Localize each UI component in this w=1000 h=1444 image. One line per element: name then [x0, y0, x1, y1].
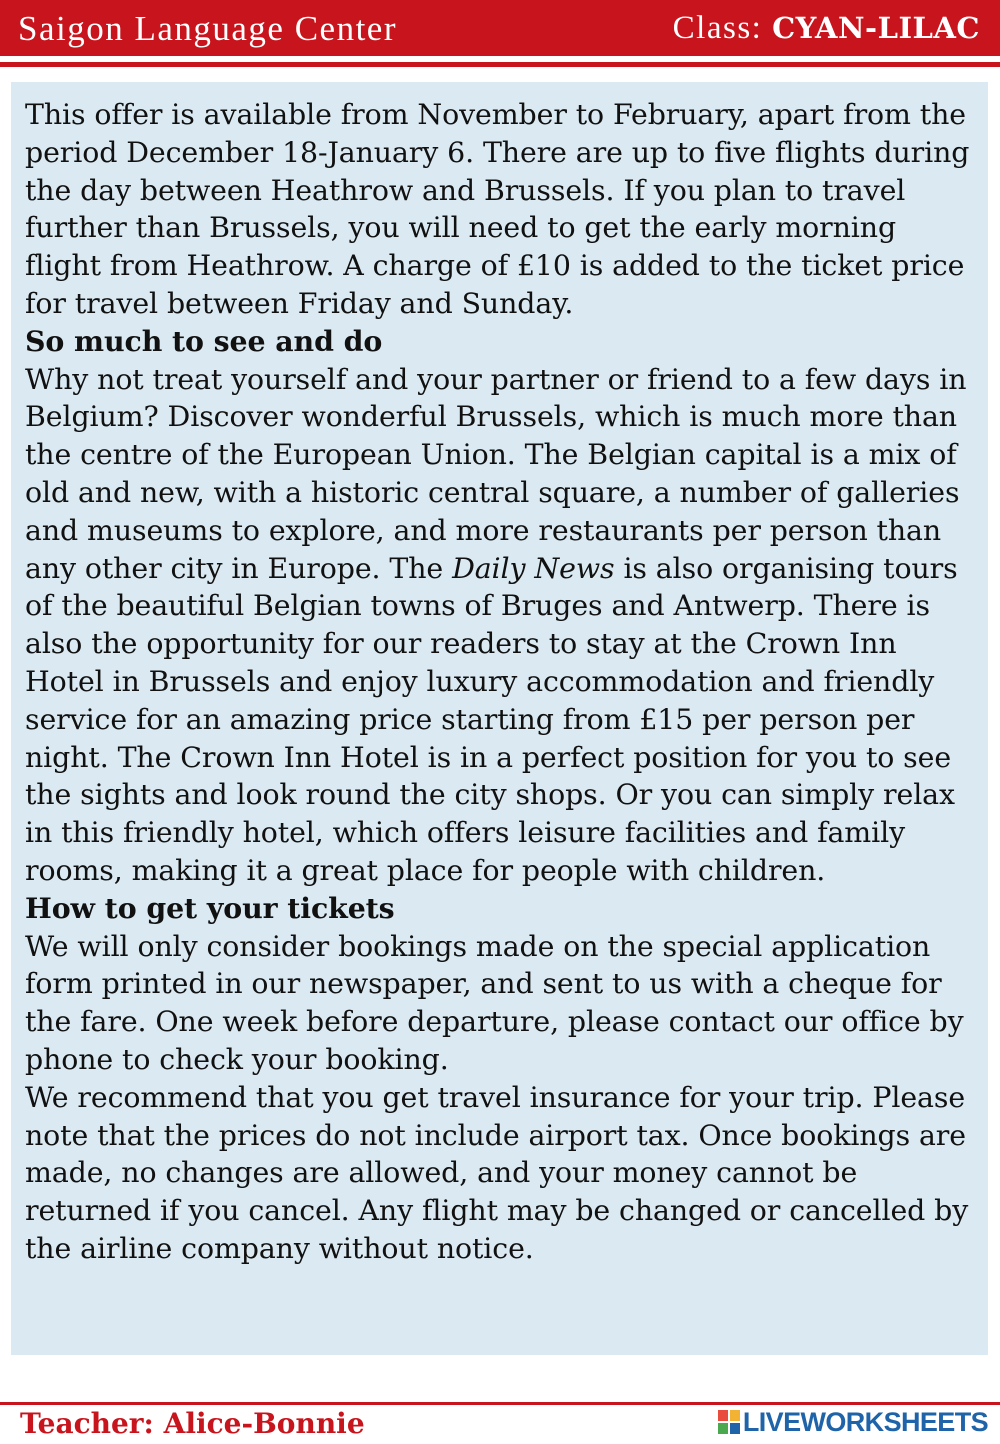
paragraph-belgium-part1: Why not treat yourself and your partner or friend to a few days in Belgium? Discover wonderful Brussels, which is much more than the centre of the European Union. The Belgian capital is a mix of old and new, with a historic central square, a number of galleries and museums to explore, and more restaurants per person than any other city in Europe. The: [25, 362, 967, 585]
header-bar: [0, 0, 1000, 56]
brand-wordmark: LIVEWORKSHEETS: [742, 1406, 988, 1437]
liveworksheets-logo-icon: [718, 1410, 740, 1434]
newspaper-name: Daily News: [452, 551, 615, 585]
header-divider: [0, 62, 1000, 67]
paragraph-offer: This offer is available from November to February, apart from the period December 18-January 6. There are up to five flights during the day between Heathrow and Brussels. If you plan to travel further than Brussels, you will need to get the early morning flight from Heathrow. A charge of £10 is added to the ticket price for travel between Friday and Sunday.: [25, 98, 970, 320]
article-text: [25, 96, 980, 1268]
paragraph-belgium: [25, 361, 980, 890]
liveworksheets-brand: [718, 1406, 988, 1438]
class-label: Class:: [672, 10, 763, 46]
paragraph-insurance: We recommend that you get travel insurance for your trip. Please note that the prices do not include airport tax. Once bookings are made, no changes are allowed, and your money cannot be returned if you cancel. Any flight may be changed or cancelled by the airline company without notice.: [25, 1080, 969, 1265]
center-name: Saigon Language Center: [18, 9, 398, 48]
heading-tickets: How to get your tickets: [25, 890, 395, 925]
footer-divider: [0, 1402, 1000, 1405]
class-info: [673, 12, 980, 45]
class-value: CYAN-LILAC: [772, 11, 980, 45]
heading-see-and-do: So much to see and do: [25, 323, 383, 358]
paragraph-bookings: We will only consider bookings made on the special application form printed in our newspaper, and sent to us with a cheque for the fare. One week before departure, please contact our office by phone to check your booking.: [25, 929, 964, 1076]
reading-panel: [11, 82, 988, 1355]
paragraph-belgium-part2: is also organising tours of the beautiful Belgian towns of Bruges and Antwerp. There is also the opportunity for our readers to stay at the Crown Inn Hotel in Brussels and enjoy luxury accommodation and friendly service for an amazing price starting from £15 per person per night. The Crown Inn Hotel is in a perfect position for you to see the sights and look round the city shops. Or you can simply relax in this friendly hotel, which offers leisure facilities and family rooms, making it a great place for people with children.: [25, 551, 958, 887]
teacher-name: Teacher: Alice-Bonnie: [20, 1407, 365, 1440]
